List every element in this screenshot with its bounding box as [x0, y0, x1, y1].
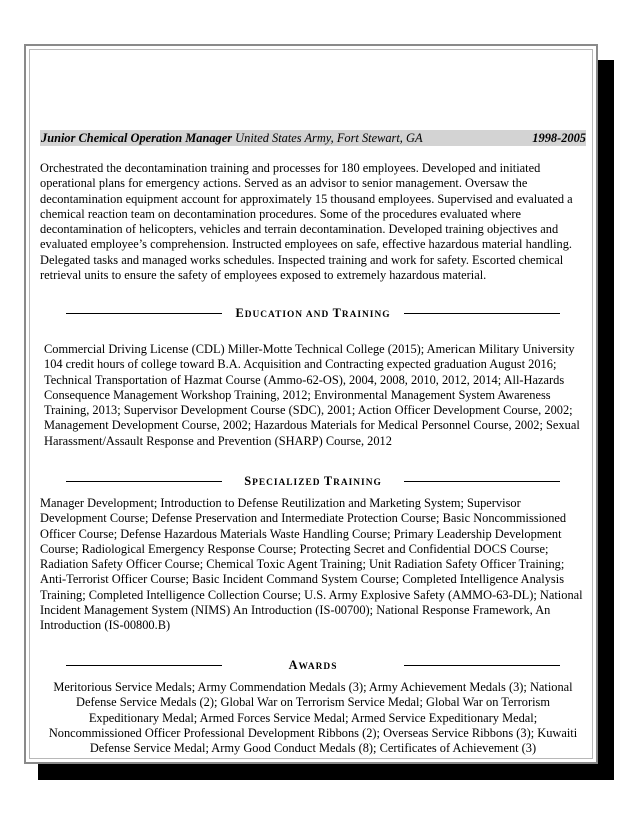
awards-section-header — [66, 657, 560, 673]
divider-right — [404, 313, 560, 314]
job-description: Orchestrated the decontamination training and processes for 180 employees. Developed and initiated operational plans for emergency actions. Served as an advisor to senior management. Oversaw the decontamination equipment account for approximately 15 thousand employees. Supervised and evaluated a chemical reaction team on decontamination procedures. Some of the procedures evaluated where decontamination of helicopters, vehicles and terrain decontamination. Developed training objectives and evaluated employee’s comprehension. Instructed employees on safe, effective hazardous material handling. Delegated tasks and managed works schedules. Inspected training and work for safety. Escorted chemical retrieval units to ensure the safety of employees exposed to extremely hazardous material. — [40, 161, 573, 283]
divider-right — [404, 665, 560, 666]
resume-page — [24, 44, 598, 764]
specialized-text: Manager Development; Introduction to Defense Reutilization and Marketing System; Supervisor Development Course; Defense Preservation and Intermediate Protection Course; Basic Noncommissioned Officer Course; Defense Hazardous Materials Waste Handling Course; Primary Leadership Development Course; Radiological Emergency Response Course; Protecting Secret and Confidential DOCS Course; Radiation Safety Officer Course; Chemical Toxic Agent Training; Unit Radiation Safety Officer Training; Anti-Terrorist Officer Course; Basic Incident Command System Course; Completed Intelligence Analysis Training; Completed Intelligence Collection Course; U.S. Army Explosive Safety (AMMO-63-DL); National Incident Management System (NIMS) An Introduction (IS-00700); National Response Framework, An Introduction (IS-00800.B) — [40, 496, 583, 633]
job-header — [40, 130, 586, 146]
awards-text: Meritorious Service Medals; Army Commendation Medals (3); Army Achievement Medals (3); National Defense Service Medals (2); Global War on Terrorism Service Medal; Global War on Terrorism Expeditionary Medal; Armed Forces Service Medal; Armed Service Expeditionary Medal; Noncommissioned Officer Professional Development Ribbons (2); Overseas Service Ribbons (3); Kuwaiti Defense Service Medal; Army Good Conduct Medals (8); Certificates of Achievement (3) — [48, 680, 578, 756]
job-organization: United States Army, Fort Stewart, GA — [235, 131, 423, 145]
divider-right — [404, 481, 560, 482]
job-title: Junior Chemical Operation Manager — [41, 131, 233, 145]
awards-heading: AWARDS — [288, 658, 338, 672]
education-section-header — [66, 305, 560, 321]
job-title-line — [41, 130, 423, 146]
specialized-heading: SPECIALIZED TRAINING — [244, 474, 382, 488]
education-heading: EDUCATION AND TRAINING — [235, 306, 391, 320]
education-text: Commercial Driving License (CDL) Miller-Motte Technical College (2015); American Military University 104 credit hours of college toward B.A. Acquisition and Contracting expected graduation August 2016; Technical Transportation of Hazmat Course (Ammo-62-OS), 2004, 2008, 2010, 2012, 2014; All-Hazards Consequence Management Workshop Training, 2012; Environmental Management System Awareness Training, 2013; Supervisor Development Course (SDC), 2001; Action Officer Development Course, 2002; Management Development Course, 2002; Hazardous Materials for Medical Personnel Course, 2002; Sexual Harassment/Assault Response and Prevention (SHARP) Course, 2012 — [44, 342, 580, 448]
specialized-section-header — [66, 473, 560, 489]
job-dates: 1998-2005 — [532, 131, 586, 145]
